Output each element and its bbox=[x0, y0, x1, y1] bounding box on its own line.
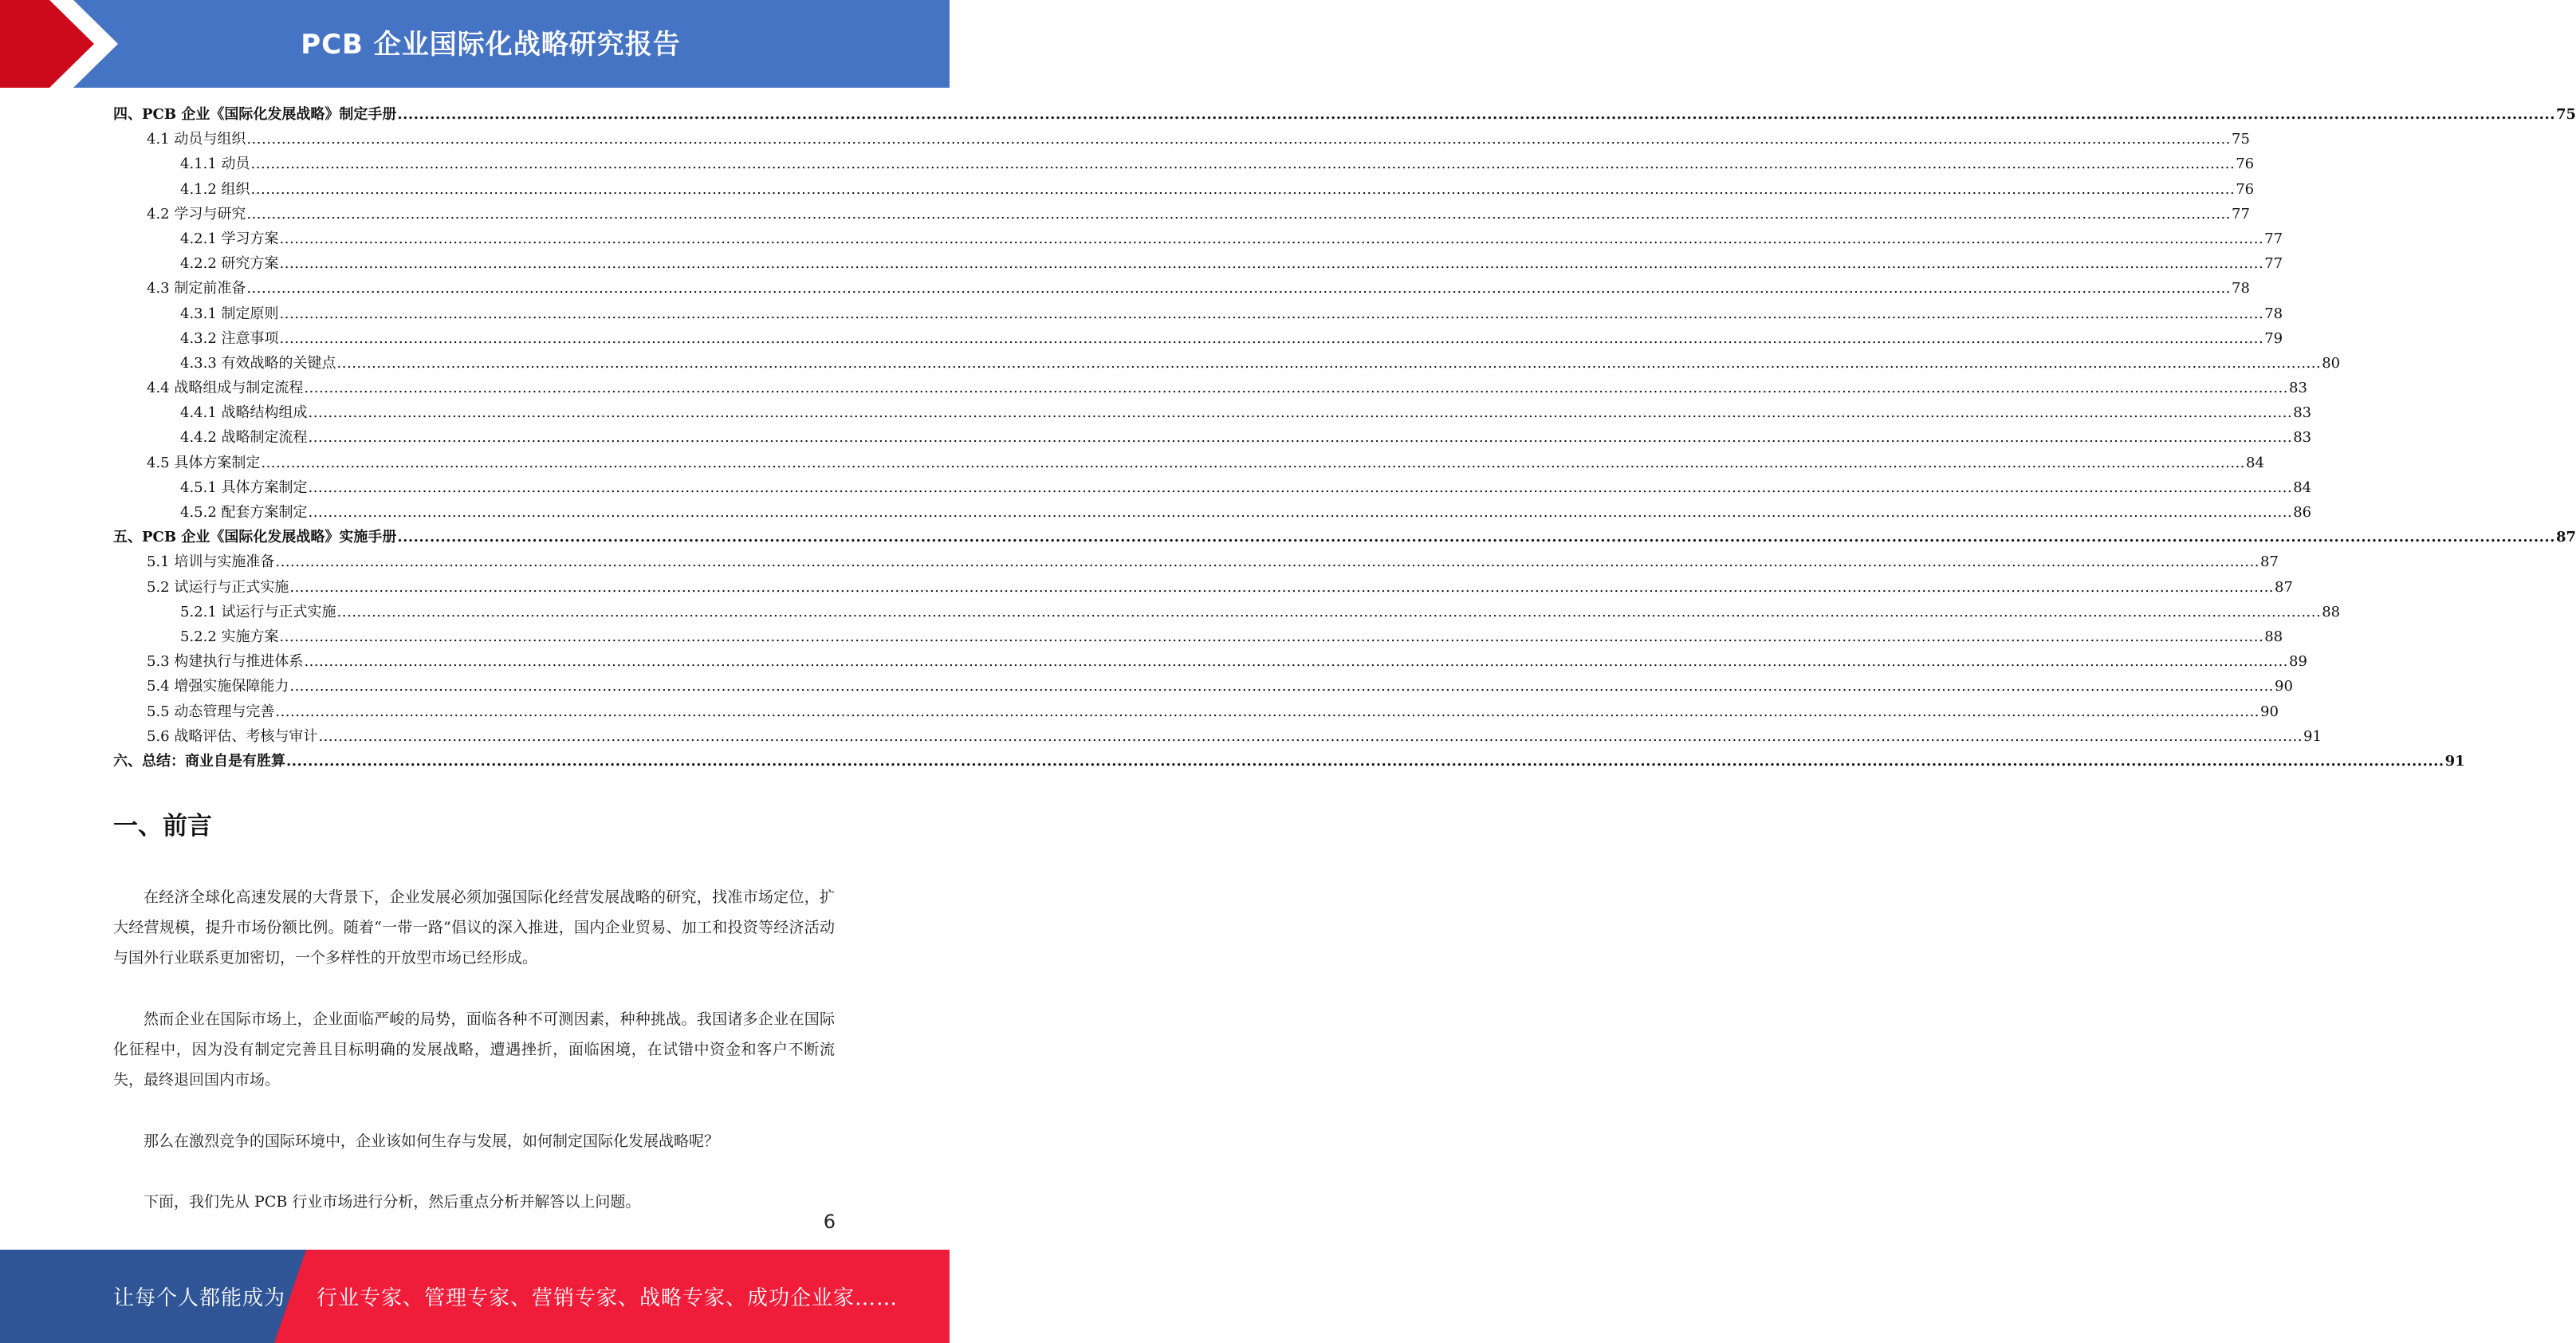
table-of-contents bbox=[113, 102, 2576, 774]
toc-dot-leader: ................................................................................................................................................................................................................................................................................................................................................................................................................ bbox=[286, 752, 2444, 770]
toc-entry-page: 75 bbox=[2232, 131, 2250, 148]
toc-dot-leader: ................................................................................................................................................................................................................................................................................................................................................................................................................ bbox=[308, 404, 2293, 422]
toc-entry-page: 83 bbox=[2293, 404, 2312, 422]
toc-dot-leader: ................................................................................................................................................................................................................................................................................................................................................................................................................ bbox=[279, 329, 2264, 347]
toc-entry-label: 4.2.1 学习方案 bbox=[180, 230, 279, 247]
toc-dot-leader: ................................................................................................................................................................................................................................................................................................................................................................................................................ bbox=[250, 180, 2236, 198]
toc-entry-page: 89 bbox=[2289, 653, 2307, 671]
toc-entry-page: 90 bbox=[2275, 678, 2293, 695]
toc-entry-label: 4.2.2 研究方案 bbox=[180, 255, 279, 273]
toc-entry[interactable] bbox=[113, 699, 2279, 724]
toc-entry-page: 76 bbox=[2236, 156, 2255, 173]
toc-entry-page: 84 bbox=[2293, 479, 2312, 496]
toc-dot-leader: ................................................................................................................................................................................................................................................................................................................................................................................................................ bbox=[261, 454, 2246, 471]
toc-entry[interactable] bbox=[113, 425, 2312, 450]
toc-entry-label: 5.5 动态管理与完善 bbox=[147, 703, 275, 720]
toc-entry-label: 5.3 构建执行与推进体系 bbox=[147, 653, 304, 671]
toc-entry[interactable] bbox=[113, 674, 2293, 699]
toc-entry-page: 77 bbox=[2264, 230, 2283, 247]
paragraph-intro-3: 那么在激烈竞争的国际环境中，企业该如何生存与发展，如何制定国际化发展战略呢？ bbox=[144, 1132, 720, 1150]
toc-entry-page: 76 bbox=[2236, 180, 2255, 198]
toc-entry-page: 87 bbox=[2275, 578, 2293, 596]
toc-entry-label: 4.4 战略组成与制定流程 bbox=[147, 380, 304, 397]
toc-entry-label: 4.5 具体方案制定 bbox=[147, 454, 261, 471]
toc-dot-leader: ................................................................................................................................................................................................................................................................................................................................................................................................................ bbox=[304, 653, 2289, 671]
toc-entry[interactable] bbox=[113, 600, 2341, 624]
toc-dot-leader: ................................................................................................................................................................................................................................................................................................................................................................................................................ bbox=[304, 380, 2289, 397]
toc-entry-label: 4.1 动员与组织 bbox=[147, 131, 246, 148]
toc-dot-leader: ................................................................................................................................................................................................................................................................................................................................................................................................................ bbox=[275, 553, 2260, 571]
toc-entry[interactable] bbox=[113, 400, 2312, 425]
toc-entry[interactable] bbox=[113, 251, 2283, 276]
paragraph-intro-1: 在经济全球化高速发展的大背景下，企业发展必须加强国际化经营发展战略的研究，找准市场定位，扩大经营规模，提升市场份额比例。随着“一带一路”倡议的深入推进，国内企业贸易、加工和投资等经济活动与国外行业联系更加密切，一个多样性的开放型市场已经形成。 bbox=[113, 888, 835, 967]
page-header bbox=[0, 0, 950, 88]
toc-dot-leader: ................................................................................................................................................................................................................................................................................................................................................................................................................ bbox=[289, 578, 2275, 596]
toc-entry[interactable] bbox=[113, 177, 2255, 202]
toc-entry-label: 4.3 制定前准备 bbox=[147, 280, 246, 297]
report-title: PCB 企业国际化战略研究报告 bbox=[301, 29, 681, 61]
toc-entry[interactable] bbox=[113, 575, 2293, 600]
paragraph-intro-2: 然而企业在国际市场上，企业面临严峻的局势，面临各种不可测因素，种种挑战。我国诸多企业在国际化征程中，因为没有制定完善且目标明确的发展战略，遭遇挫折，面临困境，在试错中资金和客户不断流失，最终退回国内市场。 bbox=[113, 1010, 835, 1089]
page-number: 6 bbox=[823, 1211, 836, 1233]
toc-entry-label: 四、PCB 企业《国际化发展战略》制定手册 bbox=[113, 106, 397, 123]
toc-entry-page: 91 bbox=[2303, 727, 2322, 745]
toc-dot-leader: ................................................................................................................................................................................................................................................................................................................................................................................................................ bbox=[289, 678, 2275, 695]
toc-entry-page: 88 bbox=[2322, 603, 2341, 620]
toc-entry-page: 77 bbox=[2232, 205, 2250, 223]
toc-entry-label: 六、总结：商业自是有胜算 bbox=[113, 752, 285, 770]
toc-dot-leader: ................................................................................................................................................................................................................................................................................................................................................................................................................ bbox=[250, 156, 2236, 173]
toc-entry-page: 79 bbox=[2264, 329, 2283, 347]
toc-entry-page: 78 bbox=[2232, 280, 2250, 297]
toc-entry[interactable] bbox=[113, 500, 2312, 525]
toc-dot-leader: ................................................................................................................................................................................................................................................................................................................................................................................................................ bbox=[275, 703, 2260, 720]
toc-entry-page: 87 bbox=[2260, 553, 2279, 571]
toc-entry[interactable] bbox=[113, 326, 2283, 351]
toc-dot-leader: ................................................................................................................................................................................................................................................................................................................................................................................................................ bbox=[246, 205, 2232, 223]
toc-entry-label: 4.5.2 配套方案制定 bbox=[180, 504, 308, 521]
page-footer bbox=[0, 1250, 950, 1343]
toc-entry-page: 77 bbox=[2264, 255, 2283, 273]
toc-dot-leader: ................................................................................................................................................................................................................................................................................................................................................................................................................ bbox=[308, 479, 2293, 496]
toc-entry[interactable] bbox=[113, 301, 2283, 326]
toc-entry[interactable] bbox=[113, 376, 2307, 400]
toc-chapter-entry[interactable] bbox=[113, 749, 2465, 774]
toc-entry[interactable] bbox=[113, 226, 2283, 251]
footer-slogan-left: 让每个人都能成为 bbox=[113, 1286, 286, 1310]
toc-entry-label: 5.2.1 试运行与正式实施 bbox=[180, 603, 336, 620]
toc-entry-page: 83 bbox=[2293, 429, 2312, 447]
toc-entry-label: 5.6 战略评估、考核与审计 bbox=[147, 727, 318, 745]
toc-entry-page: 91 bbox=[2444, 752, 2465, 770]
toc-dot-leader: ................................................................................................................................................................................................................................................................................................................................................................................................................ bbox=[246, 280, 2232, 297]
section-heading: 一、前言 bbox=[113, 812, 212, 841]
toc-dot-leader: ................................................................................................................................................................................................................................................................................................................................................................................................................ bbox=[397, 529, 2555, 546]
toc-dot-leader: ................................................................................................................................................................................................................................................................................................................................................................................................................ bbox=[246, 131, 2232, 148]
toc-dot-leader: ................................................................................................................................................................................................................................................................................................................................................................................................................ bbox=[279, 255, 2264, 273]
toc-entry[interactable] bbox=[113, 649, 2307, 674]
toc-entry-page: 90 bbox=[2260, 703, 2279, 720]
toc-entry-label: 5.1 培训与实施准备 bbox=[147, 553, 275, 571]
toc-entry-label: 4.4.2 战略制定流程 bbox=[180, 429, 308, 447]
toc-dot-leader: ................................................................................................................................................................................................................................................................................................................................................................................................................ bbox=[279, 628, 2264, 645]
footer-slogan-right: 行业专家、管理专家、营销专家、战略专家、成功企业家…… bbox=[317, 1286, 899, 1310]
toc-dot-leader: ................................................................................................................................................................................................................................................................................................................................................................................................................ bbox=[336, 354, 2322, 372]
toc-entry-label: 4.3.1 制定原则 bbox=[180, 305, 279, 322]
toc-entry-page: 88 bbox=[2264, 628, 2283, 645]
toc-entry-label: 五、PCB 企业《国际化发展战略》实施手册 bbox=[113, 529, 397, 546]
toc-entry-label: 4.3.3 有效战略的关键点 bbox=[180, 354, 336, 372]
toc-entry-page: 86 bbox=[2293, 504, 2312, 521]
toc-dot-leader: ................................................................................................................................................................................................................................................................................................................................................................................................................ bbox=[308, 429, 2293, 447]
toc-entry[interactable] bbox=[113, 276, 2250, 301]
paragraph-intro-4: 下面，我们先从 PCB 行业市场进行分析，然后重点分析并解答以上问题。 bbox=[144, 1193, 641, 1211]
toc-dot-leader: ................................................................................................................................................................................................................................................................................................................................................................................................................ bbox=[308, 504, 2293, 521]
toc-entry[interactable] bbox=[113, 549, 2279, 574]
toc-entry[interactable] bbox=[113, 451, 2264, 475]
toc-entry-label: 4.1.2 组织 bbox=[180, 180, 250, 198]
toc-dot-leader: ................................................................................................................................................................................................................................................................................................................................................................................................................ bbox=[336, 603, 2322, 620]
toc-dot-leader: ................................................................................................................................................................................................................................................................................................................................................................................................................ bbox=[279, 305, 2264, 322]
toc-entry[interactable] bbox=[113, 127, 2250, 152]
toc-entry-page: 84 bbox=[2246, 454, 2264, 471]
toc-chapter-entry[interactable] bbox=[113, 102, 2576, 127]
toc-entry[interactable] bbox=[113, 624, 2283, 649]
toc-entry-label: 4.5.1 具体方案制定 bbox=[180, 479, 308, 496]
toc-dot-leader: ................................................................................................................................................................................................................................................................................................................................................................................................................ bbox=[318, 727, 2303, 745]
toc-entry-label: 4.1.1 动员 bbox=[180, 156, 250, 173]
toc-entry[interactable] bbox=[113, 152, 2255, 176]
toc-entry-page: 83 bbox=[2289, 380, 2307, 397]
toc-entry-page: 78 bbox=[2264, 305, 2283, 322]
toc-entry[interactable] bbox=[113, 202, 2250, 226]
toc-dot-leader: ................................................................................................................................................................................................................................................................................................................................................................................................................ bbox=[279, 230, 2264, 247]
toc-entry-page: 80 bbox=[2322, 354, 2341, 372]
toc-entry-label: 5.2.2 实施方案 bbox=[180, 628, 279, 645]
toc-entry-label: 5.4 增强实施保障能力 bbox=[147, 678, 289, 695]
toc-dot-leader: ................................................................................................................................................................................................................................................................................................................................................................................................................ bbox=[397, 106, 2555, 123]
toc-entry-label: 4.4.1 战略结构组成 bbox=[180, 404, 308, 422]
toc-entry-label: 4.2 学习与研究 bbox=[147, 205, 246, 223]
toc-chapter-entry[interactable] bbox=[113, 525, 2576, 549]
toc-entry[interactable] bbox=[113, 351, 2341, 376]
toc-entry[interactable] bbox=[113, 724, 2322, 749]
toc-entry-label: 5.2 试运行与正式实施 bbox=[147, 578, 289, 596]
toc-entry-page: 75 bbox=[2555, 106, 2576, 123]
toc-entry-label: 4.3.2 注意事项 bbox=[180, 329, 279, 347]
toc-entry-page: 87 bbox=[2555, 529, 2576, 546]
toc-entry[interactable] bbox=[113, 475, 2312, 500]
